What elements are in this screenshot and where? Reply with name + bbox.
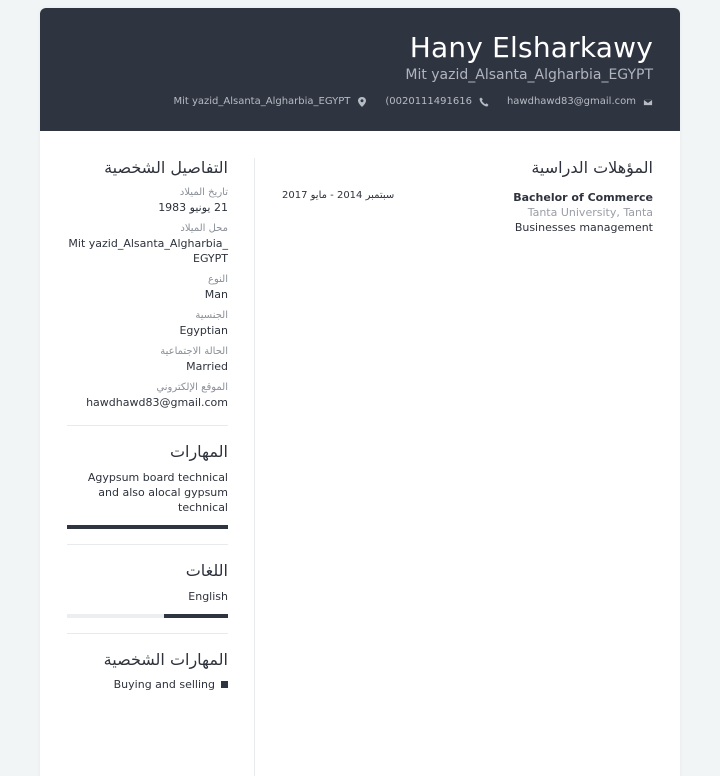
education-title: المؤهلات الدراسية [531, 158, 653, 177]
personal-field [67, 345, 228, 374]
field-label: تاريخ الميلاد [179, 187, 228, 198]
contact-bar [173, 96, 653, 107]
field-label: الجنسية [195, 310, 228, 321]
personal-details-title: التفاصيل الشخصية [104, 158, 228, 177]
personal-field [67, 273, 228, 302]
field-value: Man [204, 288, 228, 301]
candidate-name: Hany Elsharkawy [409, 31, 653, 64]
skill-level-bar [67, 525, 228, 529]
personal-field [67, 309, 228, 338]
section-divider [67, 633, 228, 634]
education-major: Businesses management [514, 221, 653, 234]
phone-icon [479, 97, 489, 107]
contact-phone [385, 96, 489, 107]
education-degree: Bachelor of Commerce [513, 191, 653, 204]
languages-title: اللغات [185, 561, 228, 580]
phone-text: (0020111491616 [385, 96, 472, 107]
right-column [282, 158, 653, 240]
personal-skills-title: المهارات الشخصية [103, 650, 228, 669]
skill-level-fill [67, 525, 228, 529]
candidate-subtitle: Mit yazid_Alsanta_Algharbia_EGYPT [405, 67, 653, 83]
personal-field [67, 186, 228, 215]
section-divider [67, 544, 228, 545]
field-value: Egyptian [179, 324, 228, 337]
education-info [513, 190, 653, 235]
left-column [67, 158, 228, 691]
field-label: الحالة الاجتماعية [160, 346, 228, 357]
skills-title: المهارات [169, 442, 228, 461]
personal-field [67, 381, 228, 410]
language-text: English [188, 590, 228, 603]
resume-header [40, 8, 680, 131]
email-text: hawdhawd83@gmail.com [506, 96, 636, 107]
section-divider [67, 425, 228, 426]
resume-sheet [40, 8, 680, 776]
field-label: الموقع الإلكتروني [156, 382, 228, 393]
language-level-fill [164, 614, 228, 618]
website-value[interactable]: hawdhawd83@gmail.com [86, 396, 228, 409]
education-school: Tanta University, Tanta [527, 206, 653, 219]
education-entry [282, 190, 653, 240]
field-label: محل الميلاد [180, 223, 228, 234]
personal-skill-text: Buying and selling [113, 678, 215, 691]
contact-email [507, 96, 653, 107]
map-pin-icon [357, 97, 367, 107]
personal-skill-item [67, 678, 228, 691]
location-text: Mit yazid_Alsanta_Algharbia_EGYPT [173, 96, 351, 107]
education-date: سبتمبر 2014 - مايو 2017 [282, 190, 395, 201]
language-level-bar [67, 614, 228, 618]
skill-text: Agypsum board technical and also alocal gypsum technical [87, 471, 228, 514]
field-value: 21 يونيو 1983 [158, 201, 228, 214]
field-value: Mit yazid_Alsanta_Algharbia_EGYPT [68, 237, 228, 265]
field-label: النوع [208, 274, 228, 285]
contact-location [173, 96, 367, 107]
personal-field [67, 222, 228, 266]
field-value: Married [186, 360, 228, 373]
column-divider [254, 158, 255, 776]
square-bullet-icon [221, 681, 228, 688]
envelope-icon [643, 97, 653, 107]
